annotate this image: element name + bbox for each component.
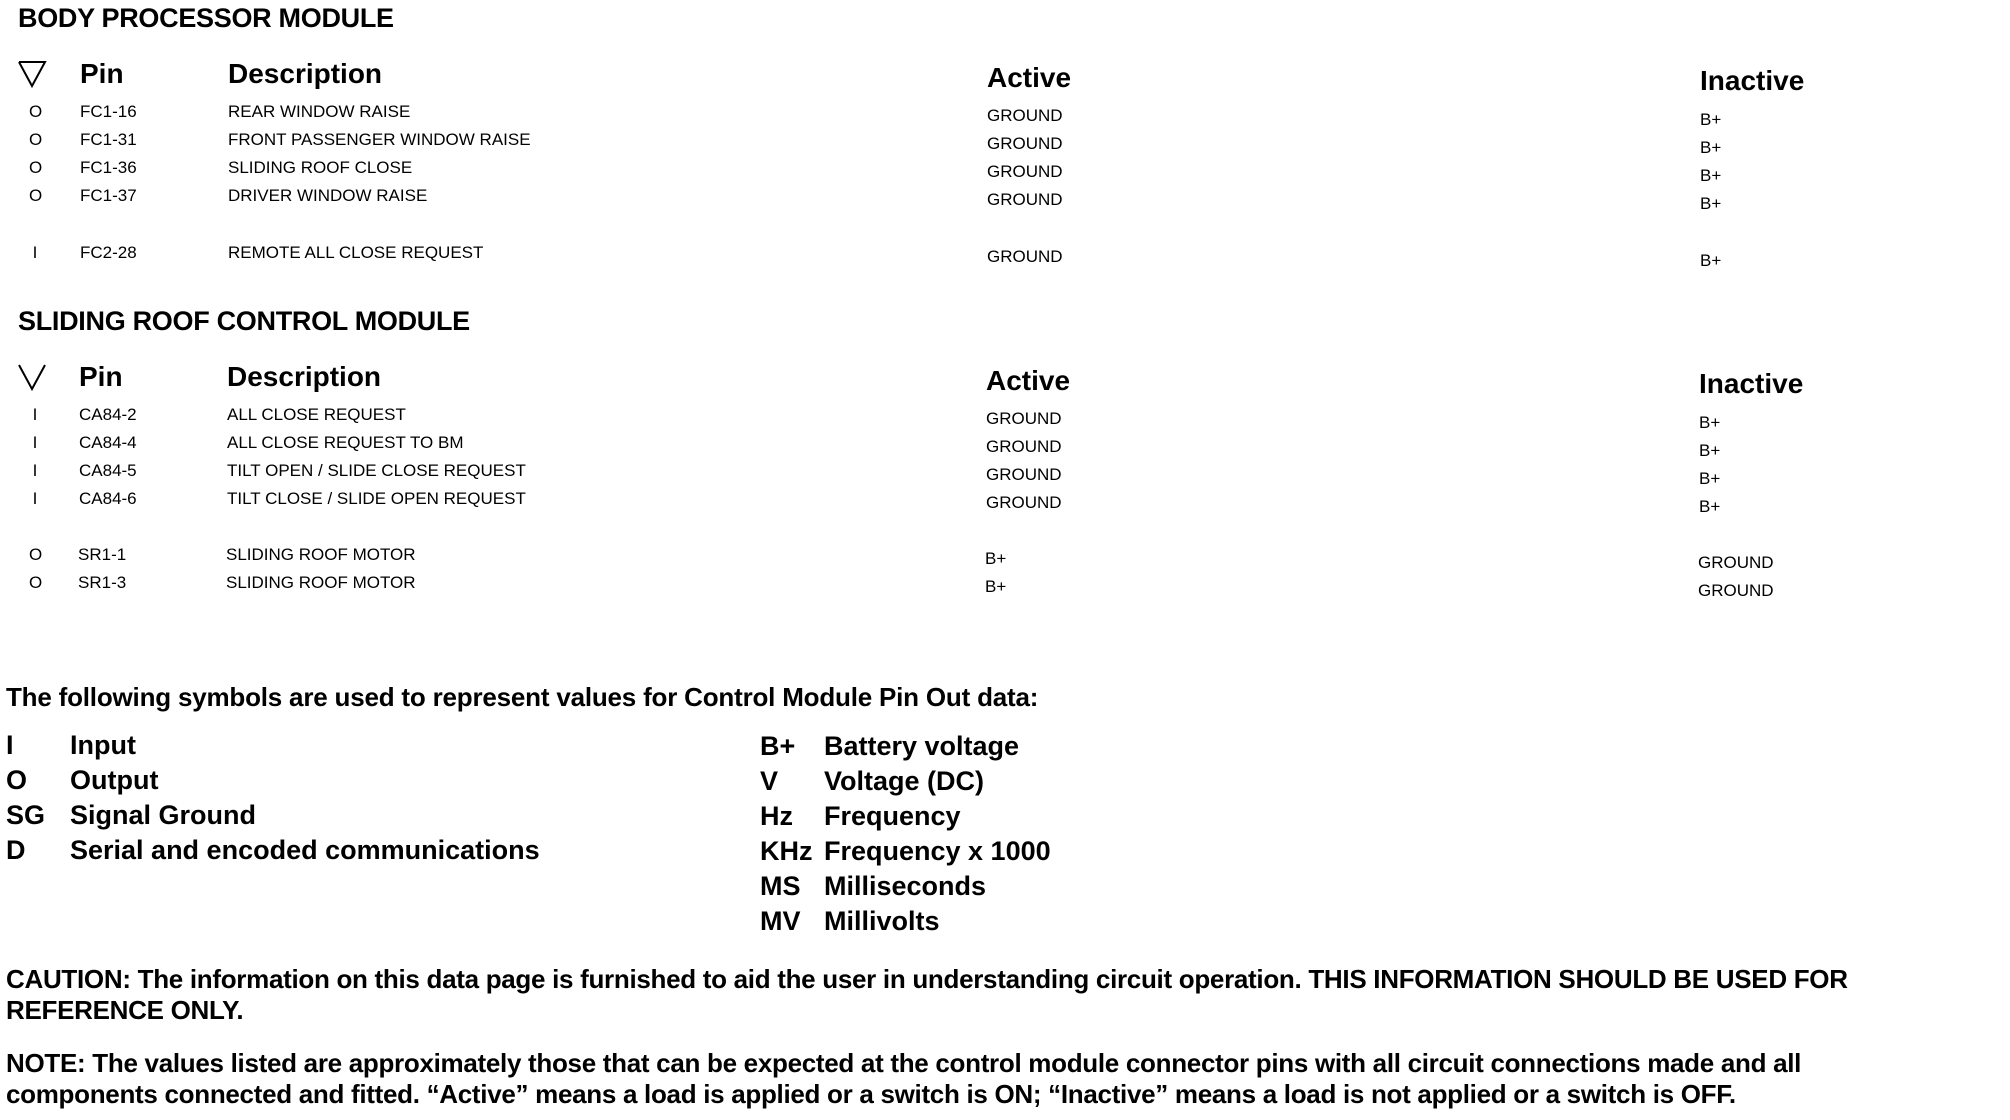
table-row [0, 573, 2010, 600]
column-header-active: Active [986, 365, 1071, 396]
pin-id: SR1-1 [78, 545, 127, 564]
legend-meaning: Millivolts [824, 906, 940, 936]
active-value: GROUND [987, 134, 1063, 153]
io-type: I [32, 433, 38, 452]
table-row [0, 102, 2010, 129]
legend-symbol: D [6, 835, 26, 865]
inactive-value: B+ [1700, 251, 1722, 270]
legend-symbol: B+ [760, 731, 796, 761]
down-triangle-icon [16, 361, 48, 393]
caution-text [6, 964, 2004, 1026]
pin-id: SR1-3 [78, 573, 127, 592]
inactive-value: B+ [1699, 413, 1721, 432]
active-value: GROUND [986, 493, 1062, 512]
pin-description: REAR WINDOW RAISE [228, 102, 411, 121]
column-header-inactive: Inactive [1700, 65, 1805, 96]
legend-meaning: Serial and encoded communications [70, 835, 540, 865]
pin-id: FC1-16 [80, 102, 137, 121]
legend-intro: The following symbols are used to represent values for Control Module Pin Out data: [6, 682, 1039, 712]
io-type: O [29, 130, 43, 149]
inactive-value: B+ [1700, 166, 1722, 185]
column-header-inactive: Inactive [1699, 368, 1804, 399]
active-value: GROUND [987, 247, 1063, 266]
legend-symbol: SG [6, 800, 46, 830]
inactive-value: B+ [1699, 441, 1721, 460]
pin-id: FC1-37 [80, 186, 137, 205]
column-header-active: Active [987, 62, 1072, 93]
active-value: GROUND [986, 465, 1062, 484]
active-value: GROUND [987, 190, 1063, 209]
legend-meaning: Voltage (DC) [824, 766, 984, 796]
pin-id: CA84-4 [79, 433, 137, 452]
io-type: O [29, 158, 43, 177]
caution-line-1: CAUTION: The information on this data page is furnished to aid the user in understanding circuit operation. THIS INFORMATION SHOULD BE USED FOR [6, 964, 1848, 994]
inactive-value: B+ [1700, 110, 1722, 129]
column-header-description: Description [227, 361, 382, 392]
note-line-1: NOTE: The values listed are approximately those that can be expected at the control module connector pins with all circuit connections made and all [6, 1048, 1802, 1078]
table-row [0, 158, 2010, 185]
io-type: O [29, 186, 43, 205]
io-type: O [29, 545, 43, 564]
section-title-body-processor-module: BODY PROCESSOR MODULE [18, 3, 394, 33]
down-triangle-icon [16, 58, 48, 90]
active-value: B+ [985, 577, 1007, 596]
legend-symbol: KHz [760, 836, 813, 866]
pin-description: SLIDING ROOF CLOSE [228, 158, 413, 177]
column-header-pin: Pin [79, 361, 123, 392]
legend-meaning: Output [70, 765, 159, 795]
active-value: B+ [985, 549, 1007, 568]
active-value: GROUND [987, 162, 1063, 181]
inactive-value: B+ [1700, 138, 1722, 157]
legend-meaning: Frequency [824, 801, 961, 831]
pin-id: FC1-31 [80, 130, 137, 149]
pin-description: SLIDING ROOF MOTOR [226, 545, 416, 564]
table-row [0, 130, 2010, 157]
legend-meaning: Signal Ground [70, 800, 256, 830]
table-row [0, 545, 2010, 572]
caution-line-2: REFERENCE ONLY. [6, 995, 244, 1025]
pin-description: SLIDING ROOF MOTOR [226, 573, 416, 592]
legend-meaning: Battery voltage [824, 731, 1020, 761]
pin-id: CA84-5 [79, 461, 137, 480]
note-text [6, 1048, 2004, 1110]
io-type: I [32, 461, 38, 480]
note-line-2: components connected and fitted. “Active” means a load is applied or a switch is ON; “Inactive” means a load is not applied or a switch is OFF. [6, 1079, 1736, 1109]
inactive-value: B+ [1700, 194, 1722, 213]
table-row [0, 433, 2010, 460]
pin-id: CA84-2 [79, 405, 137, 424]
io-type: I [32, 243, 38, 262]
pin-description: ALL CLOSE REQUEST TO BM [227, 433, 464, 452]
legend-symbol: Hz [760, 801, 793, 831]
active-value: GROUND [986, 437, 1062, 456]
active-value: GROUND [987, 106, 1063, 125]
legend-symbol: MS [760, 871, 801, 901]
pin-description: TILT CLOSE / SLIDE OPEN REQUEST [227, 489, 526, 508]
io-type: O [29, 102, 43, 121]
table-row [0, 405, 2010, 432]
table-row [0, 186, 2010, 213]
pin-description: FRONT PASSENGER WINDOW RAISE [228, 130, 531, 149]
section-title-sliding-roof-control-module: SLIDING ROOF CONTROL MODULE [18, 306, 470, 336]
pin-description: REMOTE ALL CLOSE REQUEST [228, 243, 484, 262]
legend-meaning: Input [70, 730, 136, 760]
pin-id: CA84-6 [79, 489, 137, 508]
inactive-value: GROUND [1698, 581, 1774, 600]
pin-id: FC1-36 [80, 158, 137, 177]
legend-symbol: MV [760, 906, 801, 936]
legend-symbol: I [6, 730, 14, 760]
pin-description: ALL CLOSE REQUEST [227, 405, 406, 424]
io-type: I [32, 405, 38, 424]
table-row [0, 461, 2010, 488]
legend-meaning: Milliseconds [824, 871, 987, 901]
active-value: GROUND [986, 409, 1062, 428]
table-row [0, 243, 2010, 270]
legend-symbol: O [6, 765, 28, 795]
column-header-pin: Pin [80, 58, 124, 89]
pin-description: TILT OPEN / SLIDE CLOSE REQUEST [227, 461, 526, 480]
legend-meaning: Frequency x 1000 [824, 836, 1051, 866]
inactive-value: B+ [1699, 497, 1721, 516]
pin-description: DRIVER WINDOW RAISE [228, 186, 428, 205]
inactive-value: GROUND [1698, 553, 1774, 572]
io-type: O [29, 573, 43, 592]
inactive-value: B+ [1699, 469, 1721, 488]
pin-id: FC2-28 [80, 243, 137, 262]
io-type: I [32, 489, 38, 508]
column-header-description: Description [228, 58, 383, 89]
table-row [0, 489, 2010, 516]
legend-symbol: V [760, 766, 779, 796]
